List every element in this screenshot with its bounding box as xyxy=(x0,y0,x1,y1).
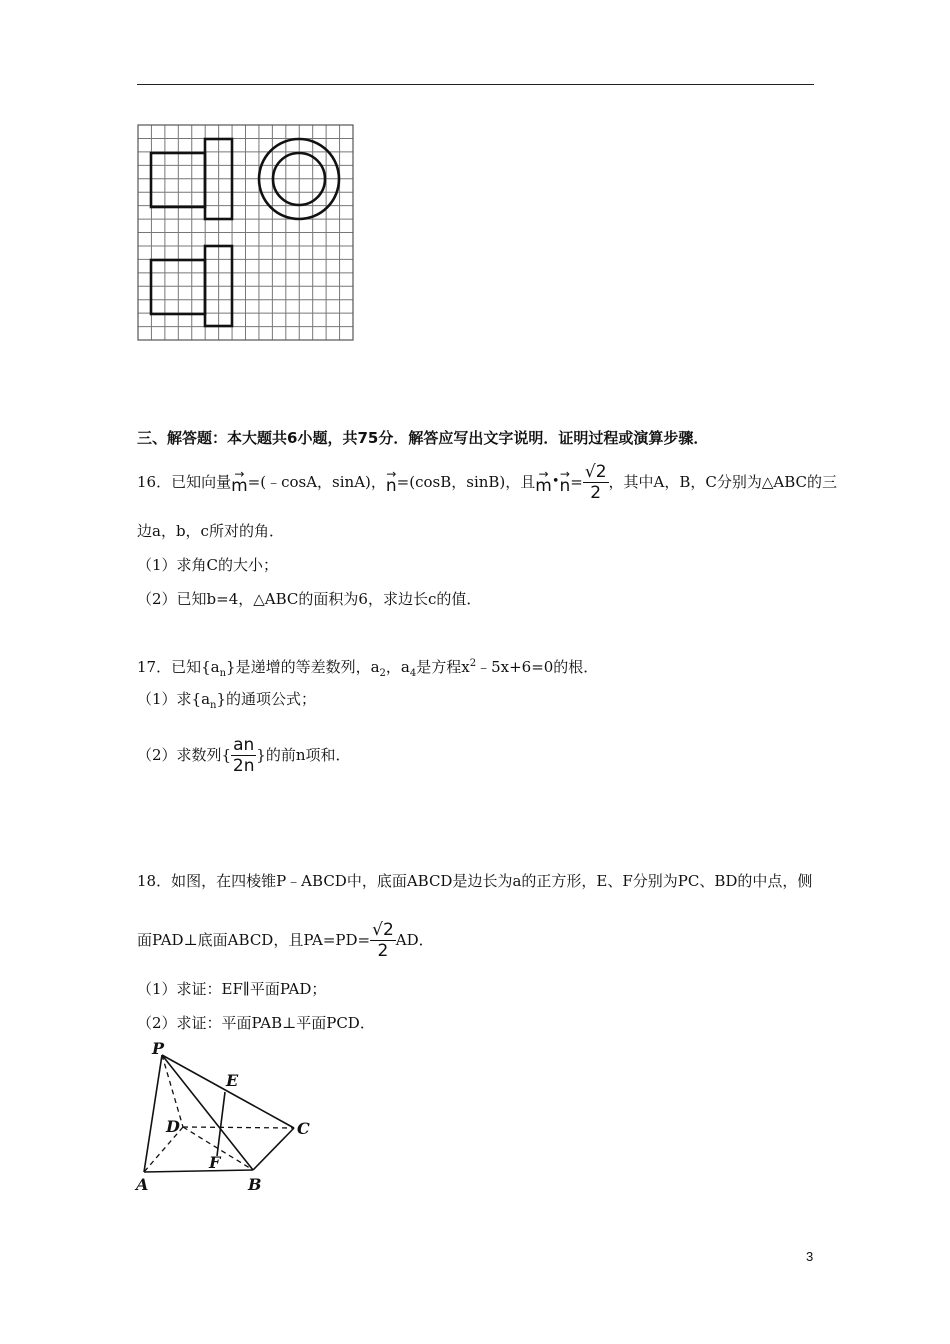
q17-line1 xyxy=(137,654,598,684)
dot-operator: • xyxy=(551,474,560,489)
fraction-denominator: 2n xyxy=(232,755,255,776)
q17-sup-2: 2 xyxy=(469,658,477,669)
q16-text-c: =(cosB，sinB)，且 xyxy=(396,473,536,491)
fraction-an-over-2n xyxy=(231,735,256,776)
q17-part1-b: }的通项公式； xyxy=(216,690,317,708)
pyramid-figure xyxy=(130,1040,330,1195)
q17-text-d: 是方程x xyxy=(416,658,470,676)
fraction-numerator: an xyxy=(233,734,255,755)
fraction-numerator: √2 xyxy=(584,461,607,482)
q17-sub-4: 4 xyxy=(409,668,417,679)
q18-part1: （1）求证：EF∥平面PAD； xyxy=(137,980,327,998)
label-c: C xyxy=(297,1119,310,1138)
q18-text-b: AD． xyxy=(395,931,434,949)
q16-equals: = xyxy=(570,473,583,491)
q17-part1-sub: n xyxy=(210,700,217,711)
q18-line2 xyxy=(137,918,434,962)
fraction-sqrt2-over-2 xyxy=(583,462,609,503)
q17-sub-n: n xyxy=(219,668,227,679)
vector-n: → n xyxy=(386,469,397,495)
q16-text-d: ，其中A，B，C分别为△ABC的三 xyxy=(608,473,838,491)
label-e: E xyxy=(226,1071,239,1090)
fraction-denominator: 2 xyxy=(590,482,602,503)
q18-line1: 18．如图，在四棱锥P﹣ABCD中，底面ABCD是边长为a的正方形，E、F分别为PC、BD的中点，侧 xyxy=(137,872,813,890)
fraction-sqrt2-over-2 xyxy=(370,920,396,961)
header-rule xyxy=(137,84,814,85)
q17-part2-b: }的前n项和． xyxy=(256,746,351,764)
vector-m-2: → m xyxy=(535,469,552,495)
q18-part2: （2）求证：平面PAB⊥平面PCD． xyxy=(137,1014,375,1032)
q16-line2: 边a，b，c所对的角． xyxy=(137,522,284,540)
q17-text-b: }是递增的等差数列，a xyxy=(226,658,380,676)
q16-part1: （1）求角C的大小； xyxy=(137,556,279,574)
q17-text-a: 17．已知{a xyxy=(137,658,220,676)
q17-part2-a: （2）求数列{ xyxy=(137,746,232,764)
vector-m: → m xyxy=(231,469,248,495)
three-view-grid-figure xyxy=(137,124,355,342)
q16-part2: （2）已知b=4，△ABC的面积为6，求边长c的值． xyxy=(137,590,482,608)
page-number: 3 xyxy=(806,1249,814,1264)
q17-sub-2: 2 xyxy=(379,668,386,679)
q18-text-a: 面PAD⊥底面ABCD，且PA=PD= xyxy=(137,931,371,949)
label-f: F xyxy=(209,1153,221,1172)
q17-part1 xyxy=(137,689,316,716)
q17-part2 xyxy=(137,732,351,778)
q17-part1-a: （1）求{a xyxy=(137,690,211,708)
label-a: A xyxy=(136,1175,149,1194)
q16-text-b: =(﹣cosA，sinA)， xyxy=(247,473,386,491)
q16-text-a: 16．已知向量 xyxy=(137,473,232,491)
q17-text-e: ﹣5x+6=0的根． xyxy=(476,658,599,676)
label-b: B xyxy=(248,1175,262,1194)
fraction-numerator: √2 xyxy=(372,919,394,940)
q16-line1 xyxy=(137,462,837,502)
section-heading: 三、解答题：本大题共6小题，共75分．解答应写出文字说明．证明过程或演算步骤． xyxy=(137,429,709,447)
q17-text-c: ，a xyxy=(385,658,410,676)
vector-n-2: → n xyxy=(560,469,571,495)
label-p: P xyxy=(152,1040,165,1058)
label-d: D xyxy=(166,1117,180,1136)
fraction-denominator: 2 xyxy=(377,940,389,961)
